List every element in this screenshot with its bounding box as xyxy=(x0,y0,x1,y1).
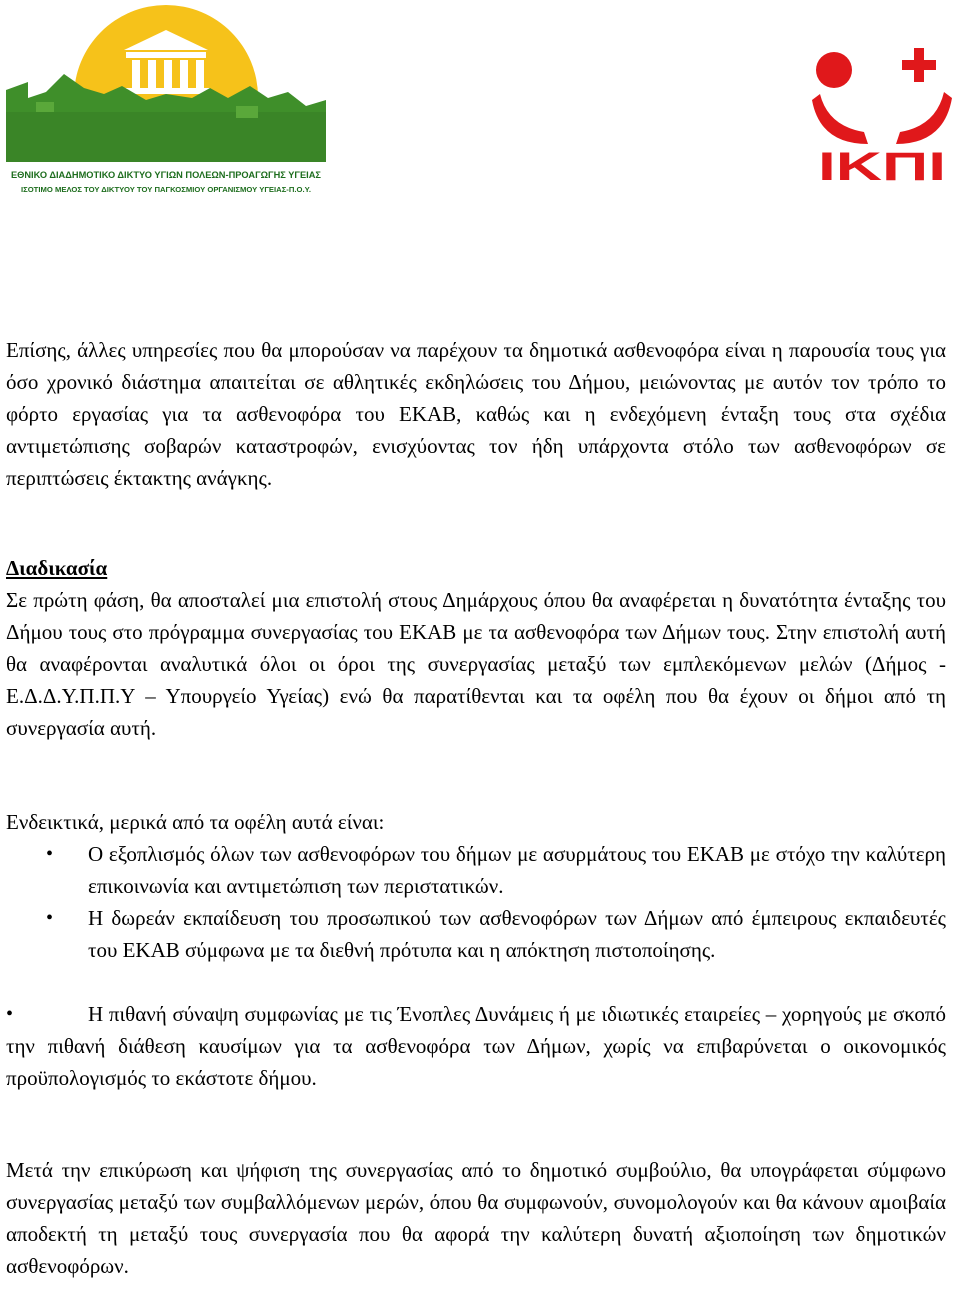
ikpi-logo xyxy=(808,40,956,190)
bullet-icon: • xyxy=(46,843,54,865)
list-item xyxy=(6,838,946,902)
ikpi-logo-text: ΙΚΠΙ xyxy=(818,145,946,189)
list-item-text: Η πιθανή σύναψη συμφωνίας με τις Ένοπλες Δυνάμεις ή με ιδιωτικές εταιρείες – χορηγούς με σκοπό την πιθανή διάθεση καυσίμων για τα ασθενοφόρα των Δήμων, χωρίς να επιβαρύνεται ο οικονομικός προϋπολογισμός το εκάστοτε δήμου. xyxy=(6,1002,946,1090)
procedure-heading: Διαδικασία xyxy=(6,556,108,580)
benefits-intro: Ενδεικτικά, μερικά από τα οφέλη αυτά είναι: xyxy=(6,810,385,834)
intro-paragraph: Επίσης, άλλες υπηρεσίες που θα μπορούσαν να παρέχουν τα δημοτικά ασθενοφόρα είναι η παρουσία τους για όσο χρονικό διάστημα απαιτείται σε αθλητικές εκδηλώσεις του Δήμου, μειώνοντας με αυτόν τον τρόπο το φόρτο εργασίας για τα ασθενοφόρα του ΕΚΑΒ, καθώς και η ενδεχόμενη ένταξη τους στα σχέδια αντιμετώπισης σοβαρών καταστροφών, ενισχύοντας τον ήδη υπάρχοντα στόλο των ασθενοφόρων σε περιπτώσεις έκτακτης ανάγκης. xyxy=(6,338,946,490)
procedure-paragraph: Σε πρώτη φάση, θα αποσταλεί μια επιστολή στους Δημάρχους όπου θα αναφέρεται η δυνατότητα ένταξης του Δήμου τους στο πρόγραμμα συνεργασίας του ΕΚΑΒ με τα ασθενοφόρα των Δήμων τους. Στην επιστολή αυτή θα αναφέρονται αναλυτικά όλοι οι όροι της συνεργασίας μεταξύ των εμπλεκόμενων μελών (Δήμος - Ε.Δ.Δ.Υ.Π.Π.Υ – Υπουργείο Υγείας) ενώ θα παρατίθενται και τα οφέλη που θα έχουν οι δήμοι από τη συνεργασία αυτή. xyxy=(6,588,946,740)
list-item xyxy=(6,902,946,966)
healthy-cities-logo xyxy=(6,2,326,212)
list-item-text: Η δωρεάν εκπαίδευση του προσωπικού των ασθενοφόρων των Δήμων από έμπειρους εκπαιδευτές του ΕΚΑΒ σύμφωνα με τα διεθνή πρότυπα και η απόκτηση πιστοποίησης. xyxy=(88,906,946,962)
healthy-cities-logo-title: ΕΘΝΙΚΟ ΔΙΑΔΗΜΟΤΙΚΟ ΔΙΚΤΥΟ ΥΓΙΩΝ ΠΟΛΕΩΝ-ΠΡΟΑΓΩΓΗΣ ΥΓΕΙΑΣ xyxy=(11,170,322,180)
bullet-icon: • xyxy=(6,1003,14,1025)
healthy-cities-logo-subtitle: ΙΣΟΤΙΜΟ ΜΕΛΟΣ ΤΟΥ ΔΙΚΤΥΟΥ ΤΟΥ ΠΑΓΚΟΣΜΙΟΥ ΟΡΓΑΝΙΣΜΟΥ ΥΓΕΙΑΣ-Π.Ο.Υ. xyxy=(21,187,312,194)
list-item xyxy=(6,998,946,1094)
closing-paragraph: Μετά την επικύρωση και ψήφιση της συνεργασίας από το δημοτικό συμβούλιο, θα υπογράφεται σύμφωνο συνεργασίας μεταξύ των συμβαλλόμενων μερών, όπου θα συμφωνούν, συνομολογούν και θα κάνουν αμοιβαία αποδεκτή τη μεταξύ τους συνεργασία που θα αφορά την καλύτερη δυνατή αξιοποίηση των δημοτικών ασθενοφόρων. xyxy=(6,1158,946,1278)
bullet-icon: • xyxy=(46,907,54,929)
list-item-text: Ο εξοπλισμός όλων των ασθενοφόρων του δήμων με ασυρμάτους του ΕΚΑΒ με στόχο την καλύτερη επικοινωνία και αντιμετώπιση των περιστατικών. xyxy=(88,842,946,898)
